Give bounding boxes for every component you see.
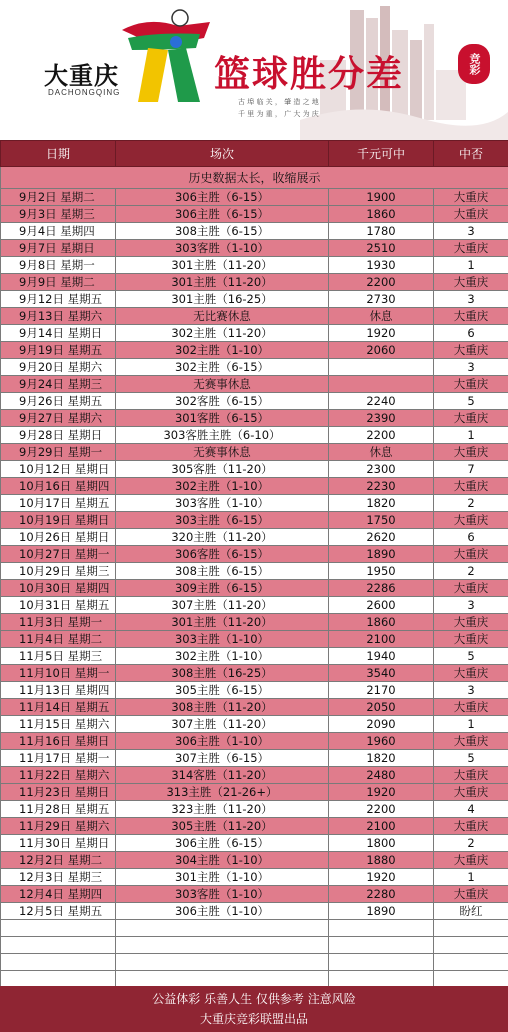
cell-match: 308主胜（6-15） [116,563,329,580]
empty-cell [116,937,329,954]
table-row [1,512,508,529]
cell-result: 大重庆 [434,206,508,223]
cell-result: 大重庆 [434,410,508,427]
cell-value: 2620 [329,529,434,546]
collapse-notice[interactable]: 历史数据太长，收缩展示 [1,167,508,189]
table-header-row [1,141,508,167]
empty-row [1,937,508,954]
cell-result: 2 [434,495,508,512]
cell-date: 9月2日 星期二 [1,189,116,206]
cell-result: 大重庆 [434,784,508,801]
cell-match: 306主胜（6-15） [116,206,329,223]
empty-cell [434,937,508,954]
table-row [1,648,508,665]
cell-date: 12月5日 星期五 [1,903,116,920]
empty-cell [434,971,508,988]
table-row [1,529,508,546]
cell-result: 4 [434,801,508,818]
cell-match: 309主胜（6-15） [116,580,329,597]
table-row [1,274,508,291]
cell-date: 9月24日 星期三 [1,376,116,393]
empty-row [1,920,508,937]
cell-value: 2100 [329,631,434,648]
cell-match: 313主胜（21-26+） [116,784,329,801]
table-row [1,699,508,716]
table-row [1,478,508,495]
table-row [1,495,508,512]
cell-value: 1920 [329,784,434,801]
cell-value: 2510 [329,240,434,257]
empty-cell [329,954,434,971]
table-row [1,750,508,767]
cell-result: 1 [434,716,508,733]
cell-result: 大重庆 [434,699,508,716]
cell-result: 3 [434,597,508,614]
cell-value: 2060 [329,342,434,359]
cell-result: 3 [434,682,508,699]
cell-result: 3 [434,223,508,240]
cell-match: 303客胜（1-10） [116,495,329,512]
cell-match: 307主胜（6-15） [116,750,329,767]
cell-value: 1880 [329,852,434,869]
table-row [1,733,508,750]
cell-match: 305主胜（6-15） [116,682,329,699]
cell-value: 3540 [329,665,434,682]
cell-date: 12月4日 星期四 [1,886,116,903]
cell-date: 9月14日 星期日 [1,325,116,342]
cell-result: 大重庆 [434,308,508,325]
cell-value: 2300 [329,461,434,478]
cell-date: 9月3日 星期三 [1,206,116,223]
empty-cell [329,971,434,988]
cell-value: 2100 [329,818,434,835]
cell-value: 2390 [329,410,434,427]
cell-result: 大重庆 [434,631,508,648]
cell-date: 10月12日 星期日 [1,461,116,478]
table-row [1,206,508,223]
cell-date: 10月27日 星期一 [1,546,116,563]
table-row [1,393,508,410]
table-row [1,308,508,325]
cell-date: 11月10日 星期一 [1,665,116,682]
table-row [1,325,508,342]
cell-date: 9月8日 星期一 [1,257,116,274]
cell-match: 308主胜（11-20） [116,699,329,716]
cell-result: 盼红 [434,903,508,920]
cell-date: 11月3日 星期一 [1,614,116,631]
cell-result: 大重庆 [434,818,508,835]
cell-value: 1920 [329,325,434,342]
header-banner [0,0,508,140]
table-row [1,461,508,478]
empty-cell [434,954,508,971]
cell-value: 1860 [329,614,434,631]
cell-value: 2600 [329,597,434,614]
cell-match: 301主胜（16-25） [116,291,329,308]
cell-match: 无赛事休息 [116,444,329,461]
cell-result: 1 [434,257,508,274]
results-table [0,140,508,1005]
cell-result: 5 [434,648,508,665]
cell-date: 11月30日 星期日 [1,835,116,852]
cell-date: 9月29日 星期一 [1,444,116,461]
cell-value: 1750 [329,512,434,529]
cell-result: 2 [434,563,508,580]
empty-cell [329,937,434,954]
cell-date: 12月2日 星期二 [1,852,116,869]
cell-date: 9月20日 星期六 [1,359,116,376]
table-row [1,631,508,648]
cell-result: 大重庆 [434,376,508,393]
cell-date: 9月26日 星期五 [1,393,116,410]
cell-date: 12月3日 星期三 [1,869,116,886]
column-header-value: 千元可中 [329,141,434,167]
empty-cell [116,954,329,971]
empty-cell [116,920,329,937]
table-row [1,546,508,563]
cell-date: 11月4日 星期二 [1,631,116,648]
cell-date: 10月31日 星期五 [1,597,116,614]
cell-value [329,359,434,376]
cell-match: 301主胜（1-10） [116,869,329,886]
cell-date: 11月29日 星期六 [1,818,116,835]
brand-name: 大重庆 [44,61,119,90]
cell-match: 301客胜（6-15） [116,410,329,427]
cell-date: 9月9日 星期二 [1,274,116,291]
cell-value: 1820 [329,495,434,512]
cell-match: 303客胜（1-10） [116,886,329,903]
cell-result: 大重庆 [434,886,508,903]
cell-value: 2170 [329,682,434,699]
empty-cell [434,920,508,937]
empty-row [1,954,508,971]
cell-result: 大重庆 [434,665,508,682]
cell-match: 302客胜（6-15） [116,393,329,410]
cell-result: 7 [434,461,508,478]
cell-value: 2050 [329,699,434,716]
table-row [1,767,508,784]
cell-result: 5 [434,393,508,410]
cell-date: 11月17日 星期一 [1,750,116,767]
cell-value: 1820 [329,750,434,767]
cell-match: 302主胜（6-15） [116,359,329,376]
cell-match: 301主胜（11-20） [116,274,329,291]
cell-date: 11月22日 星期六 [1,767,116,784]
cell-match: 301主胜（11-20） [116,257,329,274]
table-row [1,444,508,461]
cell-date: 10月17日 星期五 [1,495,116,512]
cell-result: 6 [434,325,508,342]
table-row [1,665,508,682]
table-row [1,784,508,801]
cell-value: 2090 [329,716,434,733]
table-row [1,291,508,308]
cell-result: 大重庆 [434,767,508,784]
cell-date: 11月5日 星期三 [1,648,116,665]
cell-match: 无赛事休息 [116,376,329,393]
cell-match: 302主胜（1-10） [116,648,329,665]
cell-match: 305客胜（11-20） [116,461,329,478]
cell-match: 323主胜（11-20） [116,801,329,818]
cell-result: 3 [434,291,508,308]
empty-cell [1,920,116,937]
cell-match: 302主胜（1-10） [116,478,329,495]
slogan [238,96,368,120]
cell-result: 大重庆 [434,852,508,869]
table-row [1,886,508,903]
cell-date: 9月19日 星期五 [1,342,116,359]
table-row [1,869,508,886]
brand-logo-icon [118,8,218,104]
cell-value [329,376,434,393]
cell-result: 5 [434,750,508,767]
cell-value: 1890 [329,903,434,920]
table-row [1,903,508,920]
table-row [1,682,508,699]
cell-value: 2200 [329,801,434,818]
empty-cell [1,971,116,988]
column-header-date: 日期 [1,141,116,167]
cell-result: 3 [434,359,508,376]
cell-result: 大重庆 [434,478,508,495]
empty-row [1,971,508,988]
cell-match: 314客胜（11-20） [116,767,329,784]
cell-result: 2 [434,835,508,852]
cell-value: 休息 [329,444,434,461]
cell-value: 2286 [329,580,434,597]
cell-match: 320主胜（11-20） [116,529,329,546]
cell-date: 11月28日 星期五 [1,801,116,818]
cell-value: 1950 [329,563,434,580]
page-title: 篮球胜分差 [214,53,405,95]
cell-value: 1940 [329,648,434,665]
seal-stamp: 竞彩 [458,44,490,84]
cell-match: 303主胜（1-10） [116,631,329,648]
table-row [1,240,508,257]
column-header-match: 场次 [116,141,329,167]
cell-value: 1800 [329,835,434,852]
footer-credit: 大重庆竞彩联盟出品 [199,1012,308,1026]
cell-date: 9月28日 星期日 [1,427,116,444]
cell-result: 大重庆 [434,189,508,206]
table-row [1,342,508,359]
cell-result: 大重庆 [434,342,508,359]
cell-value: 1780 [329,223,434,240]
cell-date: 11月23日 星期日 [1,784,116,801]
cell-match: 306主胜（1-10） [116,733,329,750]
cell-result: 大重庆 [434,546,508,563]
cell-value: 1930 [329,257,434,274]
cell-date: 9月4日 星期四 [1,223,116,240]
cell-match: 304主胜（1-10） [116,852,329,869]
cell-date: 10月26日 星期日 [1,529,116,546]
cell-result: 1 [434,869,508,886]
table-row [1,716,508,733]
cell-match: 308主胜（16-25） [116,665,329,682]
table-row [1,852,508,869]
table-row [1,818,508,835]
cell-result: 大重庆 [434,580,508,597]
cell-match: 306主胜（1-10） [116,903,329,920]
table-row [1,427,508,444]
cell-value: 1890 [329,546,434,563]
table-row [1,189,508,206]
cell-value: 2200 [329,427,434,444]
cell-date: 9月13日 星期六 [1,308,116,325]
cell-value: 1900 [329,189,434,206]
table-row [1,563,508,580]
table-row [1,614,508,631]
table-row [1,597,508,614]
cell-date: 10月19日 星期日 [1,512,116,529]
cell-match: 302主胜（1-10） [116,342,329,359]
cell-date: 11月15日 星期六 [1,716,116,733]
cell-date: 11月16日 星期日 [1,733,116,750]
empty-cell [1,937,116,954]
cell-date: 10月29日 星期三 [1,563,116,580]
cell-result: 1 [434,427,508,444]
cell-value: 2200 [329,274,434,291]
cell-match: 308主胜（6-15） [116,223,329,240]
cell-match: 306客胜（6-15） [116,546,329,563]
collapse-notice-row[interactable] [1,167,508,189]
cell-value: 1860 [329,206,434,223]
table-row [1,223,508,240]
table-row [1,257,508,274]
cell-date: 10月30日 星期四 [1,580,116,597]
cell-value: 2230 [329,478,434,495]
table-row [1,376,508,393]
cell-value: 2240 [329,393,434,410]
cell-date: 9月7日 星期日 [1,240,116,257]
cell-result: 大重庆 [434,240,508,257]
cell-match: 303客胜主胜（6-10） [116,427,329,444]
cell-date: 9月27日 星期六 [1,410,116,427]
column-header-result: 中否 [434,141,508,167]
cell-result: 大重庆 [434,512,508,529]
slogan-line: 千 里 为 重 ， 广 大 为 庆 [238,110,319,118]
cell-result: 大重庆 [434,733,508,750]
cell-result: 大重庆 [434,274,508,291]
empty-cell [116,971,329,988]
cell-date: 10月16日 星期四 [1,478,116,495]
cell-date: 9月12日 星期五 [1,291,116,308]
cell-match: 306主胜（6-15） [116,835,329,852]
footer [0,986,508,1032]
table-row [1,410,508,427]
cell-match: 307主胜（11-20） [116,597,329,614]
slogan-line: 古 埠 临 关 ， 肇 造 之 地 [238,98,319,106]
cell-value: 1960 [329,733,434,750]
table-row [1,359,508,376]
cell-match: 301主胜（11-20） [116,614,329,631]
table-row [1,801,508,818]
brand-name-pinyin: DACHONGQING [48,88,121,97]
footer-disclaimer: 公益体彩 乐善人生 仅供参考 注意风险 [152,992,356,1006]
cell-value: 休息 [329,308,434,325]
cell-result: 6 [434,529,508,546]
cell-match: 无比赛休息 [116,308,329,325]
cell-match: 306主胜（6-15） [116,189,329,206]
empty-cell [329,920,434,937]
cell-date: 11月13日 星期四 [1,682,116,699]
table-row [1,835,508,852]
cell-value: 2730 [329,291,434,308]
table-row [1,580,508,597]
cell-match: 307主胜（11-20） [116,716,329,733]
cell-value: 1920 [329,869,434,886]
cell-value: 2480 [329,767,434,784]
cell-match: 305主胜（11-20） [116,818,329,835]
empty-cell [1,954,116,971]
cell-result: 大重庆 [434,444,508,461]
cell-match: 302主胜（11-20） [116,325,329,342]
cell-match: 303客胜（1-10） [116,240,329,257]
cell-result: 大重庆 [434,614,508,631]
cell-date: 11月14日 星期五 [1,699,116,716]
cell-value: 2280 [329,886,434,903]
cell-match: 303主胜（6-15） [116,512,329,529]
